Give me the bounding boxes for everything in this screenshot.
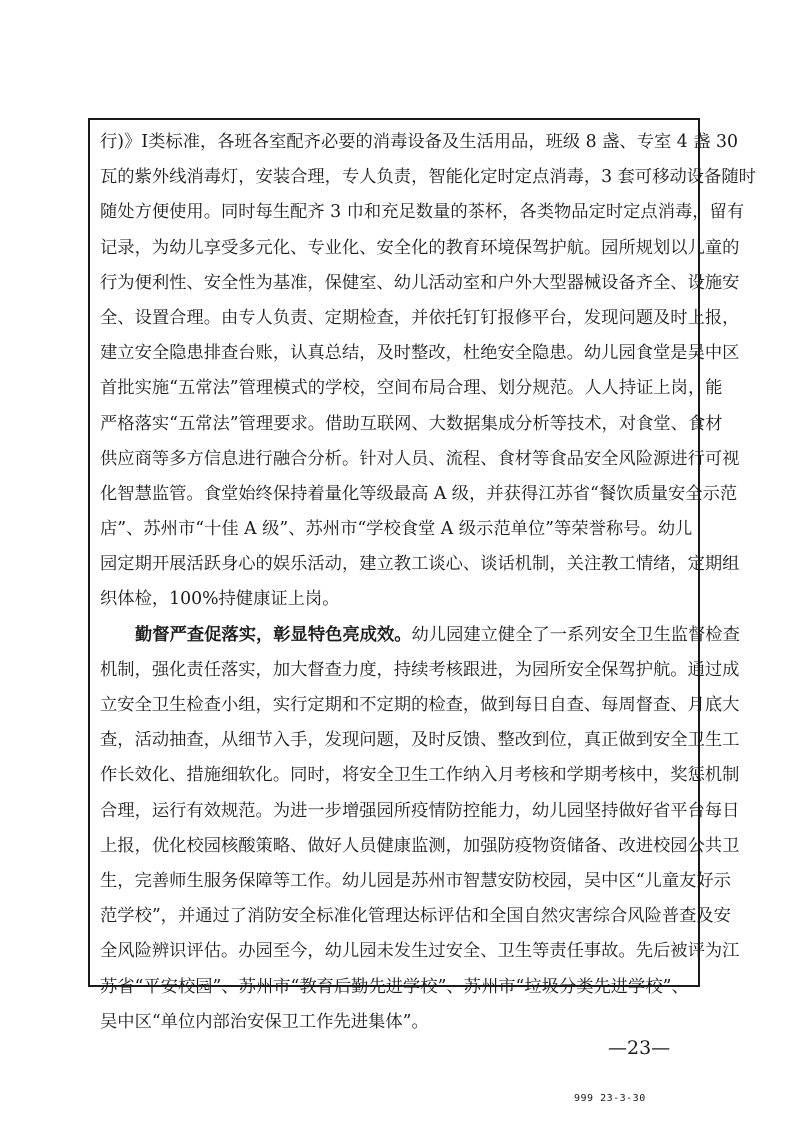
text-line: 店”、苏州市“十佳 A 级”、苏州市“学校食堂 A 级示范单位”等荣誉称号。幼儿: [100, 519, 693, 540]
page-number: —23—: [608, 1037, 671, 1059]
text-line: 全、设置合理。由专人负责、定期检查，并依托钉钉报修平台，发现问题及时上报，: [100, 307, 740, 328]
text-line: 织体检，100%持健康证上岗。: [100, 589, 340, 610]
document-body: [100, 125, 756, 1040]
text-line: 随处方便使用。同时每生配齐 3 巾和充足数量的茶杯，各类物品定时定点消毒，留有: [100, 202, 745, 223]
text-line: 瓦的紫外线消毒灯，安装合理，专人负责，智能化定时定点消毒，3 套可移动设备随时: [100, 167, 756, 188]
text-line: 园定期开展活跃身心的娱乐活动，建立教工谈心、谈话机制，关注教工情绪，定期组: [100, 554, 740, 575]
text-line: 机制，强化责任落实，加大督查力度，持续考核跟进，为园所安全保驾护航。通过成: [100, 659, 740, 680]
text-line: 首批实施“五常法”管理模式的学校，空间布局合理、划分规范。人人持证上岗，能: [100, 378, 723, 399]
text-line: 建立安全隐患排查台账，认真总结，及时整改，杜绝安全隐患。幼儿园食堂是吴中区: [100, 343, 740, 364]
paragraph-1: [100, 125, 756, 618]
print-stamp: 999 23-3-30: [574, 1093, 646, 1104]
text-line: 吴中区“单位内部治安保卫工作先进集体”。: [100, 1011, 429, 1032]
text-line: 作长效化、措施细软化。同时，将安全卫生工作纳入月考核和学期考核中，奖惩机制: [100, 765, 740, 786]
paragraph-heading: 勤督严查促落实，彰显特色亮成效。: [135, 624, 412, 645]
first-line-text: 幼儿园建立健全了一系列安全卫生监督检查: [411, 624, 740, 645]
paragraph-2: [100, 618, 740, 1040]
text-line: 立安全卫生检查小组，实行定期和不定期的检查，做到每日自查、每周督查、月底大: [100, 695, 740, 715]
paragraph-first-line: [100, 618, 740, 653]
text-line: 供应商等多方信息进行融合分析。针对人员、流程、食材等食品安全风险源进行可视: [100, 448, 740, 469]
text-line: 查，活动抽查，从细节入手，发现问题，及时反馈、整改到位，真正做到安全卫生工: [100, 730, 740, 751]
text-line: 行)》Ⅰ类标准，各班各室配齐必要的消毒设备及生活用品，班级 8 盏、专室 4 盏 30: [100, 132, 739, 152]
text-line: 范学校”，并通过了消防安全标准化管理达标评估和全国自然灾害综合风险普查及安: [100, 906, 731, 927]
text-line: 生，完善师生服务保障等工作。幼儿园是苏州市智慧安防校园，吴中区“儿童友好示: [100, 870, 731, 891]
text-line: 记录，为幼儿享受多元化、专业化、安全化的教育环境保驾护航。园所规划以儿童的: [100, 237, 740, 258]
text-line: 合理，运行有效规范。为进一步增强园所疫情防控能力，幼儿园坚持做好省平台每日: [100, 800, 740, 821]
text-line: 行为便利性、安全性为基准，保健室、幼儿活动室和户外大型器械设备齐全、设施安: [100, 272, 740, 293]
text-line: 严格落实“五常法”管理要求。借助互联网、大数据集成分析等技术，对食堂、食材: [100, 413, 723, 434]
text-line: 苏省“平安校园”、苏州市“教育后勤先进学校”、苏州市“垃圾分类先进学校”、: [100, 976, 689, 997]
text-line: 化智慧监管。食堂始终保持着量化等级最高 A 级，并获得江苏省“餐饮质量安全示范: [100, 483, 738, 504]
text-line: 全风险辨识评估。办园至今，幼儿园未发生过安全、卫生等责任事故。先后被评为江: [100, 941, 740, 962]
text-line: 上报，优化校园核酸策略、做好人员健康监测，加强防疫物资储备、改进校园公共卫: [100, 835, 740, 856]
